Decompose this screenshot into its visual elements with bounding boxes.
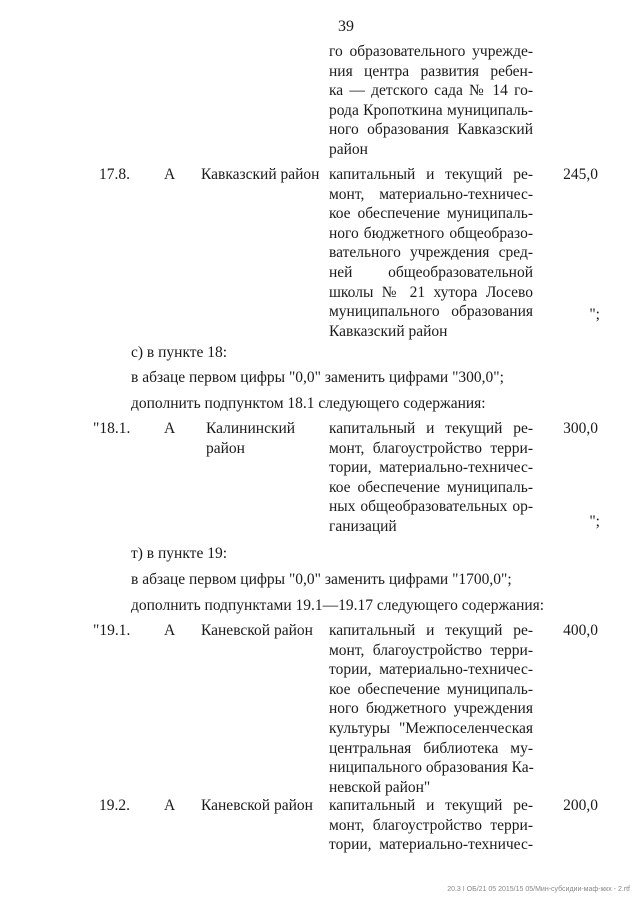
desc-line: капитальный и текущий ре- (329, 166, 533, 183)
desc-line: ного бюджетного общеобразо- (329, 224, 533, 242)
desc-line: Кавказский район (329, 322, 448, 340)
desc-line: ния центра развития ребен- (329, 62, 533, 80)
row-description (329, 621, 533, 797)
desc-line: монт, благоустройство терри- (329, 816, 533, 834)
desc-line: ных общеобразовательных ор- (329, 498, 533, 516)
page-number: 39 (338, 18, 354, 35)
row-category: А (164, 797, 176, 814)
desc-line: школы № 21 хутора Лосево (329, 283, 533, 301)
paragraph-text: дополнить подпунктами 19.1—19.17 следующего содержания: (131, 597, 545, 614)
row-description (329, 796, 533, 855)
desc-line: ней общеобразовательной (329, 263, 533, 281)
row-description (329, 165, 533, 341)
paragraph-heading: т) в пункте 19: (131, 545, 228, 562)
paragraph-text: в абзаце первом цифры "0,0" заменить цифрами "1700,0"; (131, 571, 512, 588)
desc-line: ка — детского сада № 14 го- (329, 82, 533, 100)
district-line: Калининский (206, 420, 296, 437)
desc-line: капитальный и текущий ре- (329, 420, 533, 437)
row-category: А (164, 622, 176, 639)
desc-line: капитальный и текущий ре- (329, 797, 533, 814)
row-category: А (164, 166, 176, 183)
row-number: 19.2. (99, 797, 130, 814)
row-category: А (164, 420, 176, 437)
desc-line: невской район" (329, 778, 431, 796)
desc-line: рода Кропоткина муниципаль- (329, 101, 533, 119)
desc-line: культуры "Межпоселенческая (329, 719, 533, 737)
desc-line: капитальный и текущий ре- (329, 622, 533, 639)
row-description (329, 419, 533, 537)
desc-line: муниципального образования (329, 303, 533, 321)
file-footer: 20.3 I ОБ/21 05 2015/15 05/Мин-субсидии-маф-жкх - 2.rtf (447, 886, 630, 893)
row-district: Каневской район (201, 622, 313, 639)
desc-line: тории, материально-техничес- (329, 661, 533, 679)
desc-line: тории, материально-техничес- (329, 836, 533, 854)
row-number: 17.8. (99, 166, 130, 183)
desc-line: вательного учреждения сред- (329, 244, 533, 262)
desc-line: ганизаций (329, 517, 397, 535)
row-amount: 400,0 (563, 622, 598, 639)
desc-line: ниципального образования Ка- (329, 759, 534, 777)
paragraph-text: дополнить подпунктом 18.1 следующего содержания: (131, 395, 486, 412)
desc-line: монт, материально-техничес- (329, 185, 533, 203)
desc-line: кое обеспечение муниципаль- (329, 478, 533, 496)
row-amount: 245,0 (563, 166, 598, 183)
desc-line: ного бюджетного учреждения (329, 700, 533, 718)
desc-line: ного образования Кавказский (329, 121, 533, 139)
continuation-text (329, 42, 533, 160)
row-district: Каневской район (201, 797, 313, 814)
closing-quote: "; (589, 306, 600, 323)
desc-line: монт, благоустройство терри- (329, 439, 533, 457)
row-district: Кавказский район (201, 166, 320, 183)
row-number: "19.1. (93, 622, 131, 639)
paragraph-heading: с) в пункте 18: (131, 344, 228, 361)
row-amount: 200,0 (563, 797, 598, 814)
paragraph-text: в абзаце первом цифры "0,0" заменить цифрами "300,0"; (131, 369, 504, 386)
desc-line: центральная библиотека му- (329, 739, 533, 757)
desc-line: монт, благоустройство терри- (329, 641, 533, 659)
desc-line: район (329, 140, 368, 158)
row-amount: 300,0 (563, 420, 598, 437)
row-number: "18.1. (93, 420, 131, 437)
desc-line: кое обеспечение муниципаль- (329, 680, 533, 698)
desc-line: тории, материально-техничес- (329, 459, 533, 477)
row-district (206, 419, 295, 458)
district-line: район (206, 439, 245, 457)
desc-line: кое обеспечение муниципаль- (329, 205, 533, 223)
closing-quote: "; (589, 513, 600, 530)
desc-line: го образовательного учрежде- (329, 43, 533, 60)
